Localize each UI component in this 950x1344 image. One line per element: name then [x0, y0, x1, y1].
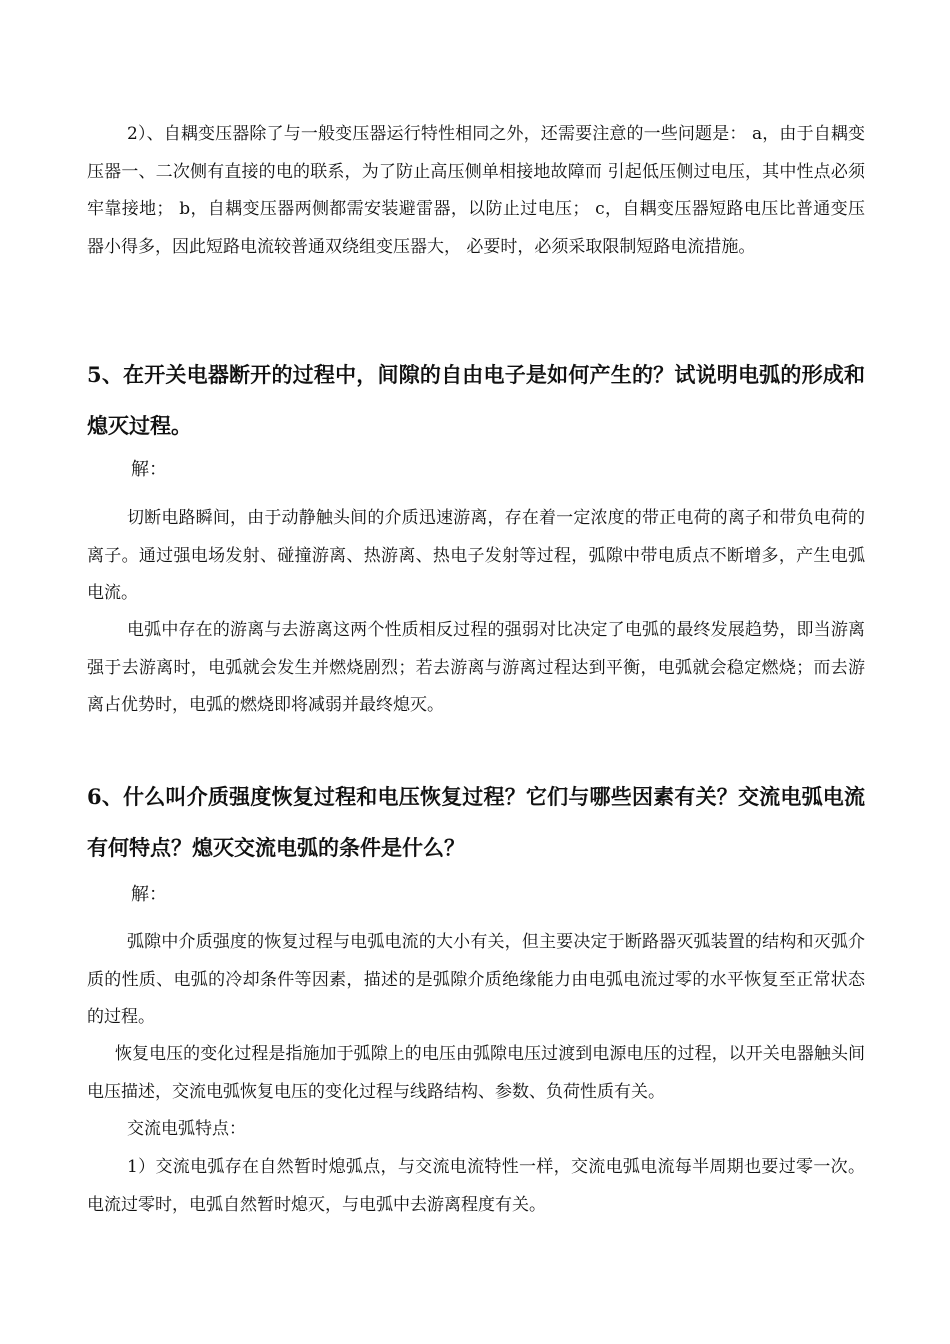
question-5-answer-paragraph-1: 切断电路瞬间，由于动静触头间的介质迅速游离，存在着一定浓度的带正电荷的离子和带负电荷的离子。通过强电场发射、碰撞游离、热游离、热电子发射等过程，弧隙中带电质点不断增多，产生电弧电流。: [87, 508, 865, 603]
question-6-heading: 6、什么叫介质强度恢复过程和电压恢复过程？它们与哪些因素有关？交流电弧电流有何特点？熄灭交流电弧的条件是什么？: [87, 784, 865, 860]
question-5-answer-paragraph-2: 电弧中存在的游离与去游离这两个性质相反过程的强弱对比决定了电弧的最终发展趋势，即当游离强于去游离时，电弧就会发生并燃烧剧烈；若去游离与游离过程达到平衡，电弧就会稳定燃烧；而去游离占优势时，电弧的燃烧即将减弱并最终熄灭。: [87, 620, 865, 715]
question-5-heading: 5、在开关电器断开的过程中，间隙的自由电子是如何产生的？试说明电弧的形成和熄灭过程。: [87, 362, 865, 438]
question-6-ac-arc-features-label: 交流电弧特点：: [127, 1119, 246, 1139]
question-6-answer-label: 解：: [131, 884, 167, 905]
paragraph-autotransformer-notes: 2）、自耦变压器除了与一般变压器运行特性相同之外，还需要注意的一些问题是： a，由于自耦变压器一、二次侧有直接的电的联系，为了防止高压侧单相接地故障而 引起低压侧过电压，其中性点必须牢靠接地； b，自耦变压器两侧都需安装避雷器，以防止过电压； c，自耦变压器短路电压比普通变压器小得多，因此短路电流较普通双绕组变压器大， 必要时，必须采取限制短路电流措施。: [87, 124, 865, 257]
question-5-answer-label: 解：: [131, 459, 167, 480]
question-6-answer-paragraph-2: 恢复电压的变化过程是指施加于弧隙上的电压由弧隙电压过渡到电源电压的过程，以开关电器触头间电压描述，交流电弧恢复电压的变化过程与线路结构、参数、负荷性质有关。: [87, 1044, 865, 1102]
question-6-answer-paragraph-1: 弧隙中介质强度的恢复过程与电弧电流的大小有关，但主要决定于断路器灭弧装置的结构和灭弧介质的性质、电弧的冷却条件等因素，描述的是弧隙介质绝缘能力由电弧电流过零的水平恢复至正常状态的过程。: [87, 932, 865, 1027]
question-6-ac-arc-feature-1: 1）交流电弧存在自然暂时熄弧点，与交流电流特性一样，交流电弧电流每半周期也要过零一次。电流过零时，电弧自然暂时熄灭，与电弧中去游离程度有关。: [87, 1157, 865, 1215]
